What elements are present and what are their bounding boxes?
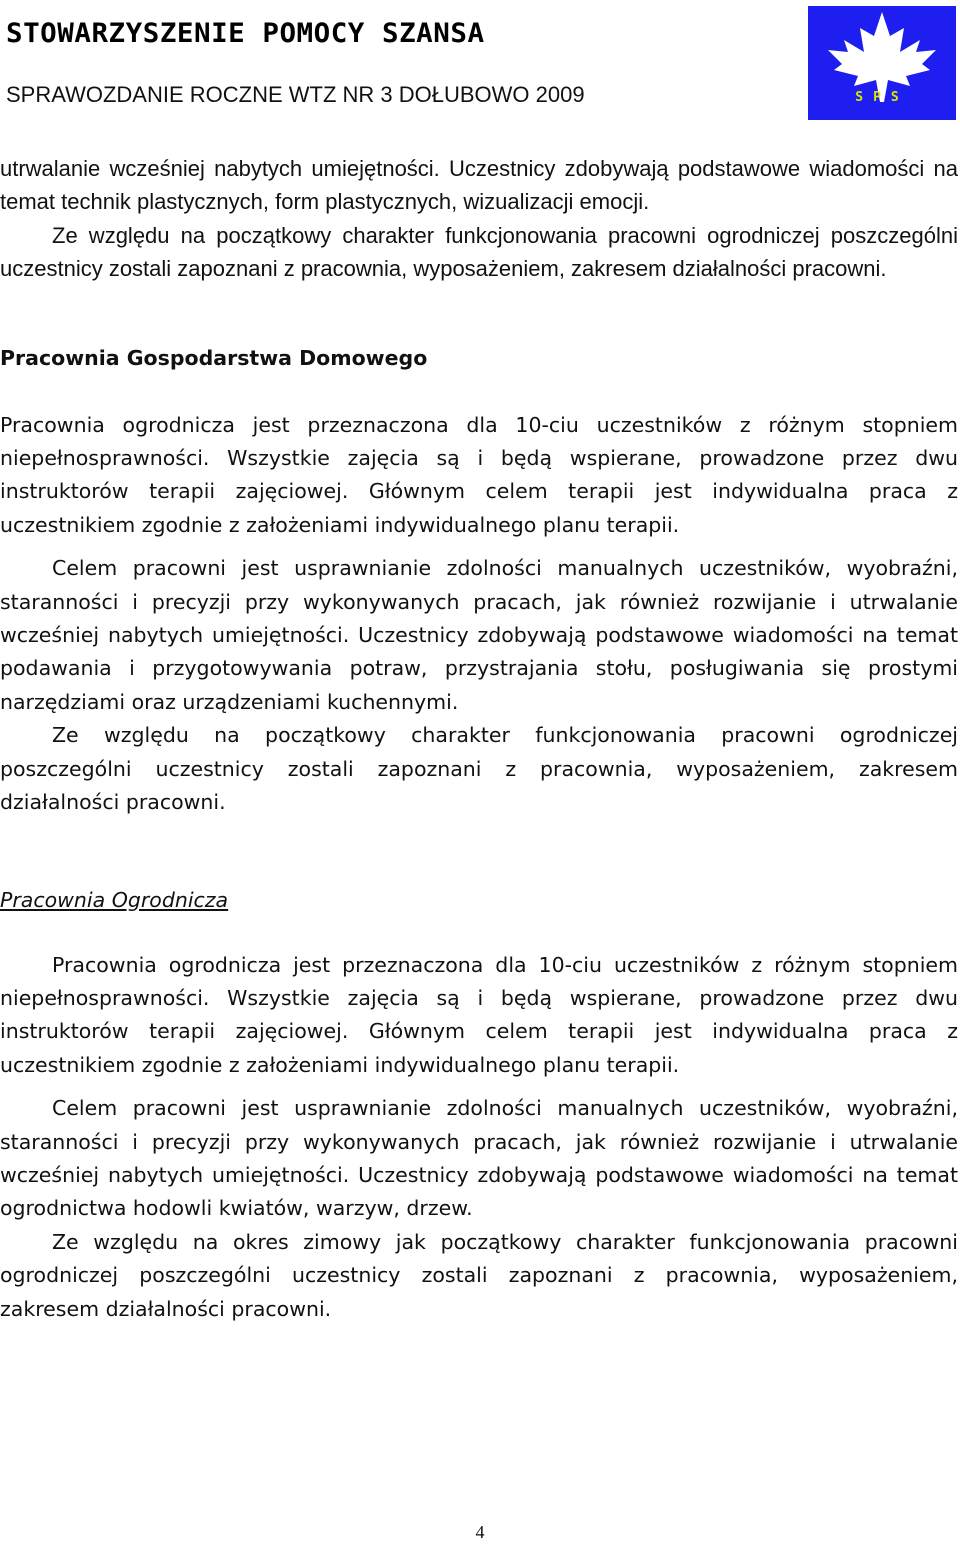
page-header [0, 0, 960, 125]
document-body [0, 152, 958, 1326]
page-number: 4 [475, 1522, 485, 1542]
garden-paragraph-2: Celem pracowni jest usprawnianie zdolności manualnych uczestników, wyobraźni, staranności i precyzji przy wykonywanych pracach, jak również rozwijanie i utrwalanie wcześniej nabytych umiejętności. Uczestnicy zdobywają podstawowe wiadomości na temat ogrodnictwa hodowli kwiatów, warzyw, drzew. [0, 1096, 958, 1221]
organization-name: STOWARZYSZENIE POMOCY SZANSA [6, 18, 485, 49]
garden-paragraph-3: Ze względu na okres zimowy jak początkowy charakter funkcjonowania pracowni ogrodniczej poszczególni uczestnicy zostali zapoznani z pracownia, wyposażeniem, zakresem działalności pracowni. [0, 1229, 958, 1321]
report-title: SPRAWOZDANIE ROCZNE WTZ NR 3 DOŁUBOWO 2009 [6, 82, 585, 107]
garden-paragraph-1: Pracownia ogrodnicza jest przeznaczona dla 10-ciu uczestników z różnym stopniem niepełnosprawności. Wszystkie zajęcia są i będą wspierane, prowadzone przez dwu instruktorów terapii zajęciowej. Głównym celem terapii jest indywidualna praca z uczestnikiem zgodnie z założeniami indywidualnego planu terapii. [0, 952, 958, 1077]
household-paragraph-3: Ze względu na początkowy charakter funkcjonowania pracowni ogrodniczej poszczególni uczestnicy zostali zapoznani z pracownia, wyposażeniem, zakresem działalności pracowni. [0, 723, 958, 815]
logo-letters: SPS [855, 90, 909, 105]
organization-logo [808, 6, 956, 120]
intro-paragraph-2: Ze względu na początkowy charakter funkcjonowania pracowni ogrodniczej poszczególni uczestnicy zostali zapoznani z pracownia, wyposażeniem, zakresem działalności pracowni. [0, 222, 958, 282]
household-paragraph-1: Pracownia ogrodnicza jest przeznaczona dla 10-ciu uczestników z różnym stopniem niepełnosprawności. Wszystkie zajęcia są i będą wspierane, prowadzone przez dwu instruktorów terapii zajęciowej. Głównym celem terapii jest indywidualna praca z uczestnikiem zgodnie z założeniami indywidualnego planu terapii. [0, 412, 958, 537]
section-title-household: Pracownia Gospodarstwa Domowego [0, 345, 428, 370]
section-title-garden: Pracownia Ogrodnicza [0, 887, 229, 912]
household-paragraph-2: Celem pracowni jest usprawnianie zdolności manualnych uczestników, wyobraźni, staranności i precyzji przy wykonywanych pracach, jak również rozwijanie i utrwalanie wcześniej nabytych umiejętności. Uczestnicy zdobywają podstawowe wiadomości na temat podawania i przygotowywania potraw, przystrajania stołu, posługiwania się prostymi narzędziami oraz urządzeniami kuchennymi. [0, 556, 958, 714]
intro-paragraph-1: utrwalanie wcześniej nabytych umiejętności. Uczestnicy zdobywają podstawowe wiadomości na temat technik plastycznych, form plastycznych, wizualizacji emocji. [0, 156, 958, 215]
